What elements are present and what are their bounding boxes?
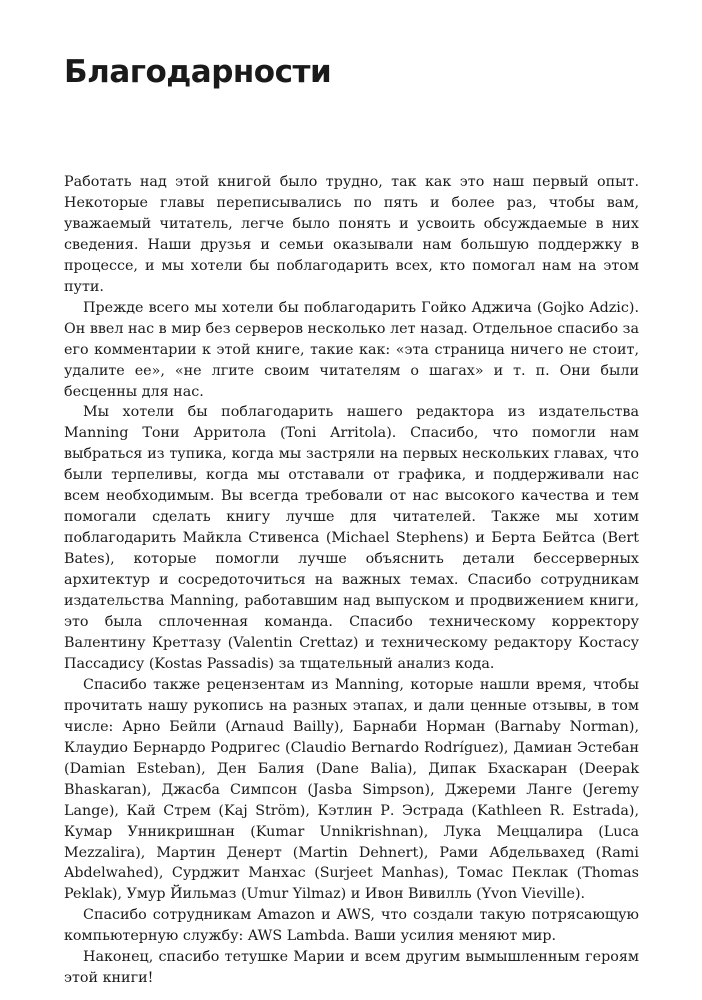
paragraph-manning-editors: Мы хотели бы поблагодарить нашего редактора из издательства Manning Тони Арритола (Toni Arritola). Спасибо, что помогли нам выбраться из тупика, когда мы застряли на первых нескольких главах, что были терпеливы, когда мы отставали от графика, и поддерживали нас всем необходимым. Вы всегда требовали от нас высокого качества и тем помогали сделать книгу лучше для читателей. Также мы хотим поблагодарить Майкла Стивенса (Michael Stephens) и Берта Бейтса (Bert Bates), которые помогли лучше объяснить детали бессерверных архитектур и сосредоточиться на важных темах. Спасибо сотрудникам издательства Manning, работавшим над выпуском и продвижением книги, это была сплоченная команда. Спасибо техническому корректору Валентину Креттазу (Valentin Crettaz) и техническому редактору Костасу Пассадису (Kostas Passadis) за тщательный анализ кода. bbox=[64, 404, 639, 672]
page-title: Благодарности bbox=[64, 54, 332, 90]
paragraph-amazon-aws: Спасибо сотрудникам Amazon и AWS, что создали такую потрясающую компьютерную службу: AWS Lambda. Ваши усилия меняют мир. bbox=[64, 907, 639, 945]
paragraph-closing: Наконец, спасибо тетушке Марии и всем другим вымышленным героям этой книги! bbox=[64, 949, 639, 987]
paragraph-intro: Работать над этой книгой было трудно, так как это наш первый опыт. Некоторые главы переписывались по пять и более раз, чтобы вам, уважаемый читатель, легче было понять и усвоить обсуждаемые в них сведения. Наши друзья и семьи оказывали нам большую поддержку в процессе, и мы хотели бы поблагодарить всех, кто помогал нам на этом пути. bbox=[64, 174, 639, 295]
paragraph-gojko-adzic: Прежде всего мы хотели бы поблагодарить Гойко Аджича (Gojko Adzic). Он ввел нас в мир без серверов несколько лет назад. Отдельное спасибо за его комментарии к этой книге, такие как: «эта страница ничего не стоит, удалите ее», «не лгите своим читателям о шагах» и т. п. Они были бесценны для нас. bbox=[64, 299, 639, 400]
acknowledgements-text bbox=[64, 172, 639, 989]
paragraph-reviewers: Спасибо также рецензентам из Manning, которые нашли время, чтобы прочитать нашу рукопись на разных этапах, и дали ценные отзывы, в том числе: Арно Бейли (Arnaud Bailly), Барнаби Норман (Barnaby Norman), Клаудио Бернардо Родригес (Claudio Bernardo Rodríguez), Дамиан Эстебан (Damian Esteban), Ден Балия (Dane Balia), Дипак Бхаскаран (Deepak Bhaskaran), Джасба Симпсон (Jasba Simpson), Джереми Ланге (Jeremy Lange), Кай Стрем (Kaj Ström), Кэтлин Р. Эстрада (Kathleen R. Estrada), Кумар Унникришнан (Kumar Unnikrishnan), Лука Меццалира (Luca Mezzalira), Мартин Денерт (Martin Dehnert), Рами Абдельвахед (Rami Abdelwahed), Сурджит Манхас (Surjeet Manhas), Томас Пеклак (Thomas Peklak), Умур Йильмаз (Umur Yilmaz) и Ивон Вивилль (Yvon Vieville). bbox=[64, 676, 639, 903]
